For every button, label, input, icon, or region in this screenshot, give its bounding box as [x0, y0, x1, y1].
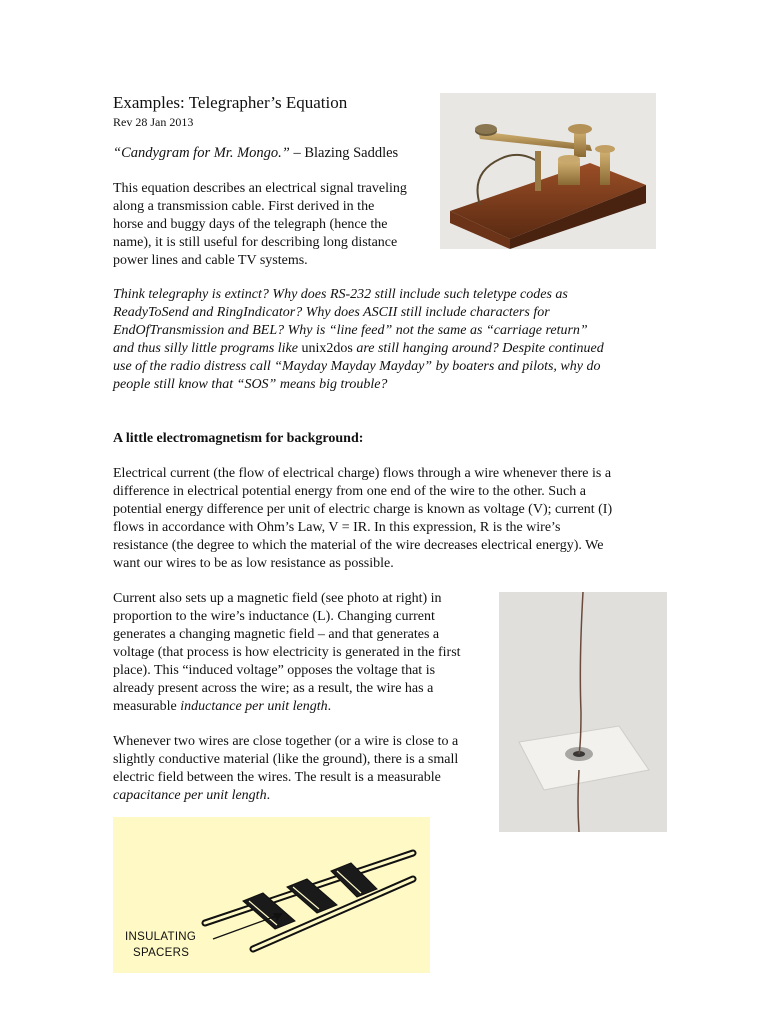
text-line: generates a changing magnetic field – and that generates a — [113, 627, 440, 642]
text-line: This equation describes an electrical signal traveling — [113, 181, 407, 196]
text-line: name), it is still useful for describing long distance — [113, 235, 398, 250]
revision-date: Rev 28 Jan 2013 — [113, 115, 194, 129]
text-line: Electrical current (the flow of electrical charge) flows through a wire whenever there is a — [113, 466, 612, 481]
text-line — [113, 698, 491, 716]
intro-paragraph — [113, 180, 443, 270]
epigraph — [113, 145, 398, 162]
telegraphy-aside — [113, 286, 658, 394]
text-line: Whenever two wires are close together (or a wire is close to a — [113, 734, 459, 749]
text-line: want our wires to be as low resistance as possible. — [113, 556, 394, 571]
inductance-term: inductance per unit length — [180, 699, 328, 714]
text-line: slightly conductive material (like the ground), there is a small — [113, 752, 459, 767]
twin-lead-diagram — [113, 817, 430, 973]
text-line: Current also sets up a magnetic field (see photo at right) in — [113, 591, 442, 606]
epigraph-quote: “Candygram for Mr. Mongo.” — [113, 145, 290, 161]
text-line: voltage (that process is how electricity is generated in the first — [113, 645, 461, 660]
text-line: power lines and cable TV systems. — [113, 253, 308, 268]
text-line: already present across the wire; as a result, the wire has a — [113, 681, 434, 696]
text-line — [113, 340, 658, 358]
telegraph-key-illustration — [440, 93, 656, 249]
text-line: place). This “induced voltage” opposes the voltage that is — [113, 663, 436, 678]
page-title: Examples: Telegrapher’s Equation — [113, 93, 348, 112]
text-fragment: measurable — [113, 699, 181, 714]
magnetic-field-photo — [499, 592, 667, 832]
paragraph-capacitance — [113, 733, 491, 805]
text-line: ReadyToSend and RingIndicator? Why does ASCII still include characters for — [113, 305, 550, 320]
text-line: people still know that “SOS” means big trouble? — [113, 377, 388, 392]
text-line: resistance (the degree to which the material of the wire decreases electrical energy). We — [113, 538, 604, 553]
text-line: difference in electrical potential energy from one end of the wire to the other. Such a — [113, 484, 586, 499]
text-line: flows in accordance with Ohm’s Law, V = IR. In this expression, R is the wire’s — [113, 520, 561, 535]
text-line: use of the radio distress call “Mayday Mayday Mayday” by boaters and pilots, why do — [113, 359, 601, 374]
text-fragment: are still hanging around? Despite continued — [352, 341, 604, 356]
wire-iron-filings-illustration — [499, 592, 667, 832]
text-line: horse and buggy days of the telegraph (hence the — [113, 217, 388, 232]
paragraph-inductance — [113, 590, 491, 716]
text-line — [113, 787, 491, 805]
capacitance-term: capacitance per unit length — [113, 788, 267, 803]
diagram-label: INSULATING — [125, 931, 197, 943]
text-line: Think telegraphy is extinct? Why does RS-232 still include such teletype codes as — [113, 287, 568, 302]
text-fragment: and thus silly little programs like — [113, 341, 302, 356]
text-fragment: . — [266, 788, 271, 803]
text-line: electric field between the wires. The result is a measurable — [113, 770, 441, 785]
unix2dos-term: unix2dos — [301, 341, 353, 356]
text-line: potential energy difference per unit of electric charge is known as voltage (V); current (I) — [113, 502, 613, 517]
telegraph-key-photo — [440, 93, 656, 249]
paragraph-current — [113, 465, 658, 573]
text-line: along a transmission cable. First derived in the — [113, 199, 375, 214]
text-fragment: . — [327, 699, 332, 714]
section-heading: A little electromagnetism for background: — [113, 431, 364, 446]
diagram-label: SPACERS — [133, 947, 190, 959]
epigraph-attribution: – Blazing Saddles — [289, 145, 399, 161]
text-line: EndOfTransmission and BEL? Why is “line feed” not the same as “carriage return” — [113, 323, 588, 338]
text-line: proportion to the wire’s inductance (L). Changing current — [113, 609, 435, 624]
